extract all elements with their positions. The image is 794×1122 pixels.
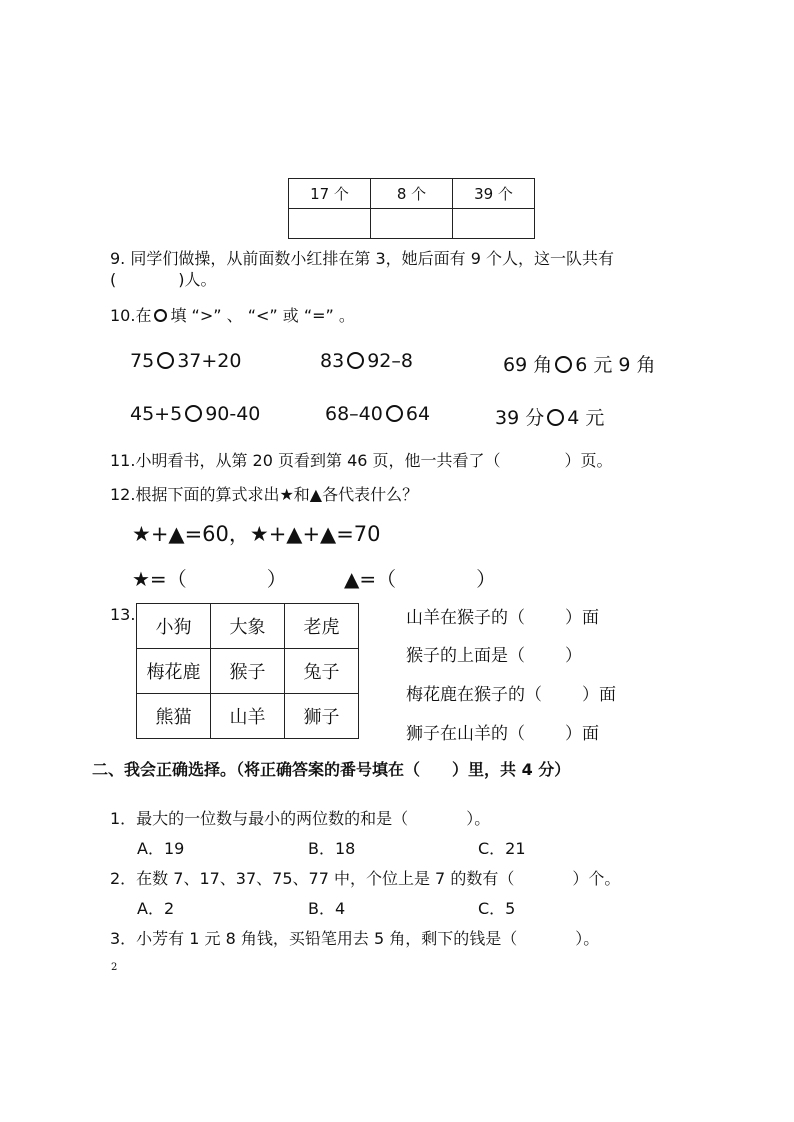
compare-right: 4 元 — [567, 407, 605, 429]
q13-question — [406, 719, 599, 744]
q13-question-pre: 狮子在山羊的（ — [406, 724, 525, 744]
choice-question — [110, 806, 490, 829]
grid-cell: 兔子 — [285, 649, 359, 694]
table-cell: 8 个 — [371, 179, 453, 209]
compare-item — [495, 403, 604, 430]
compare-item — [130, 403, 260, 425]
q13-question-post: ）面 — [565, 608, 599, 628]
q13-question-post: ） — [565, 646, 582, 666]
section-heading: 二、我会正确选择。（将正确答案的番号填在（ ）里，共 4 分） — [92, 760, 571, 779]
paren-close: ） — [266, 567, 287, 591]
choice-option[interactable]: A．19 — [137, 839, 185, 858]
compare-left: 39 分 — [495, 407, 545, 429]
choice-option[interactable]: A．2 — [137, 899, 175, 918]
choice-question — [110, 866, 620, 889]
question-12-equation: ★+▲=60，★+▲+▲=70 — [132, 522, 381, 546]
star-label: ★=（ — [132, 567, 187, 591]
compare-right: 37+20 — [177, 350, 242, 372]
paren-open: ( — [110, 270, 117, 289]
answer-table — [288, 178, 535, 239]
compare-item — [130, 350, 241, 372]
page-number: 2 — [111, 962, 118, 973]
choice-question-text: 1．最大的一位数与最小的两位数的和是（ — [110, 809, 409, 828]
compare-item — [325, 403, 430, 425]
choice-option[interactable]: B．4 — [308, 899, 346, 918]
answer-blank-cell[interactable] — [289, 209, 371, 239]
compare-right: 92–8 — [367, 350, 413, 372]
question-11-text: 11.小明看书，从第 20 页看到第 46 页，他一共看了（ — [110, 451, 501, 470]
table-cell: 39 个 — [453, 179, 535, 209]
question-10-prompt — [110, 303, 355, 326]
answer-blank-cell[interactable] — [371, 209, 453, 239]
triangle-label: ▲=（ — [344, 567, 397, 591]
grid-cell: 小狗 — [137, 604, 211, 649]
question-9-tail: )人。 — [178, 270, 217, 289]
choice-question-tail: ）。 — [575, 929, 600, 948]
question-13-number: 13. — [110, 605, 136, 624]
grid-cell: 狮子 — [285, 694, 359, 739]
compare-circle[interactable] — [157, 352, 174, 369]
compare-right: 64 — [405, 403, 431, 425]
compare-left: 45+5 — [130, 403, 183, 425]
q13-question — [406, 603, 599, 628]
star-answer — [132, 563, 287, 592]
table-cell: 17 个 — [289, 179, 371, 209]
q13-question — [406, 641, 582, 666]
compare-left: 75 — [130, 350, 155, 372]
choice-question-tail: ）。 — [466, 809, 491, 828]
paren-close: ） — [476, 567, 497, 591]
compare-right: 90-40 — [205, 403, 261, 425]
compare-item — [503, 350, 656, 377]
triangle-answer — [344, 563, 496, 592]
q13-question-post: ）面 — [582, 685, 616, 705]
compare-circle[interactable] — [386, 405, 403, 422]
question-9-line1: 9. 同学们做操，从前面数小红排在第 3，她后面有 9 个人，这一队共有 — [110, 249, 614, 268]
q13-question-pre: 山羊在猴子的（ — [406, 608, 525, 628]
grid-cell: 猴子 — [211, 649, 285, 694]
question-11 — [110, 448, 613, 471]
q13-question — [406, 680, 616, 705]
animal-grid — [136, 603, 359, 739]
grid-cell: 大象 — [211, 604, 285, 649]
compare-left: 68–40 — [325, 403, 383, 425]
choice-question — [110, 926, 599, 949]
compare-item — [320, 350, 413, 372]
compare-right: 6 元 9 角 — [575, 354, 656, 376]
choice-question-text: 3．小芳有 1 元 8 角钱，买铅笔用去 5 角，剩下的钱是（ — [110, 929, 518, 948]
choice-option[interactable]: C．5 — [478, 899, 516, 918]
grid-cell: 梅花鹿 — [137, 649, 211, 694]
choice-option[interactable]: C．21 — [478, 839, 526, 858]
choice-option[interactable]: B．18 — [308, 839, 356, 858]
question-12-text: 12.根据下面的算式求出★和▲各代表什么？ — [110, 485, 419, 504]
choice-question-text: 2．在数 7、17、37、75、77 中，个位上是 7 的数有（ — [110, 869, 515, 888]
circle-icon — [154, 309, 167, 322]
compare-circle[interactable] — [547, 409, 564, 426]
question-11-tail: ）页。 — [564, 451, 613, 470]
compare-circle[interactable] — [347, 352, 364, 369]
q13-question-pre: 梅花鹿在猴子的（ — [406, 685, 542, 705]
grid-cell: 熊猫 — [137, 694, 211, 739]
compare-left: 69 角 — [503, 354, 553, 376]
grid-cell: 老虎 — [285, 604, 359, 649]
compare-circle[interactable] — [555, 356, 572, 373]
question-10-pre: 10.在 — [110, 306, 152, 325]
grid-cell: 山羊 — [211, 694, 285, 739]
compare-left: 83 — [320, 350, 345, 372]
question-9-line2 — [110, 267, 217, 290]
q13-question-pre: 猴子的上面是（ — [406, 646, 525, 666]
answer-blank-cell[interactable] — [453, 209, 535, 239]
compare-circle[interactable] — [185, 405, 202, 422]
question-10-post: 填 “>” 、 “<” 或 “=” 。 — [170, 306, 355, 325]
choice-question-tail: ）个。 — [572, 869, 621, 888]
q13-question-post: ）面 — [565, 724, 599, 744]
